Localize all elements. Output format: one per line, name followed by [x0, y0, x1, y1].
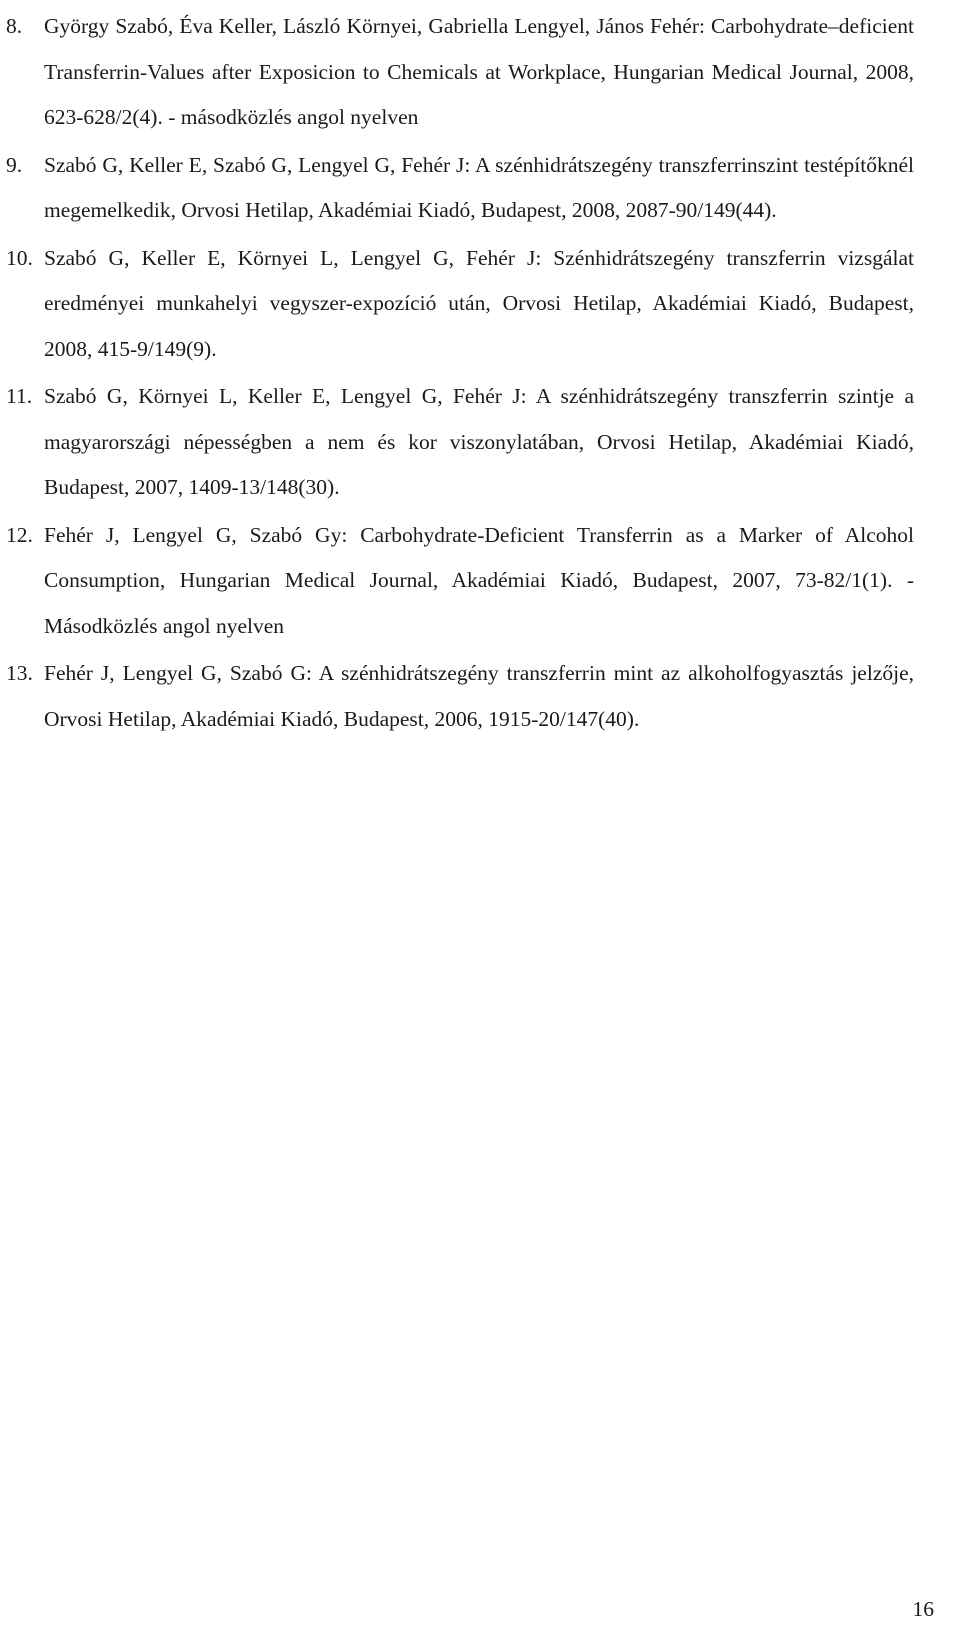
reference-item-9 — [6, 143, 914, 234]
reference-number: 10. — [6, 245, 33, 270]
reference-list — [6, 4, 914, 744]
reference-number: 9. — [6, 152, 23, 177]
reference-item-11 — [6, 374, 914, 511]
reference-text: Fehér J, Lengyel G, Szabó Gy: Carbohydrate-Deficient Transferrin as a Marker of Alcohol Consumption, Hungarian Medical Journal, Akadémiai Kiadó, Budapest, 2007, 73-82/1(1). - Másodközlés angol nyelven — [44, 522, 914, 638]
reference-text: Szabó G, Keller E, Szabó G, Lengyel G, Fehér J: A szénhidrátszegény transzferrinszint testépítőknél megemelkedik, Orvosi Hetilap, Akadémiai Kiadó, Budapest, 2008, 2087-90/149(44). — [44, 152, 914, 222]
reference-text: Fehér J, Lengyel G, Szabó G: A szénhidrátszegény transzferrin mint az alkoholfogyasztás jelzője, Orvosi Hetilap, Akadémiai Kiadó, Budapest, 2006, 1915-20/147(40). — [44, 661, 914, 731]
reference-item-13 — [6, 651, 914, 742]
reference-text: György Szabó, Éva Keller, László Környei, Gabriella Lengyel, János Fehér: Carbohydrate–deficient Transferrin-Values after Exposicion to Chemicals at Workplace, Hungarian Medical Journal, 2008, 623-628/2(4). - másodközlés angol nyelven — [44, 14, 914, 129]
page-number: 16 — [912, 1597, 934, 1621]
reference-number: 13. — [6, 661, 33, 685]
reference-text: Szabó G, Környei L, Keller E, Lengyel G, Fehér J: A szénhidrátszegény transzferrin szintje a magyarországi népességben a nem és kor viszonylatában, Orvosi Hetilap, Akadémiai Kiadó, Budapest, 2007, 1409-13/148(30). — [44, 384, 914, 499]
reference-item-10 — [6, 236, 914, 373]
reference-item-12 — [6, 513, 914, 650]
reference-number: 8. — [6, 14, 23, 38]
reference-number: 11. — [6, 384, 33, 408]
reference-item-8 — [6, 4, 914, 141]
reference-number: 12. — [6, 522, 33, 547]
reference-text: Szabó G, Keller E, Környei L, Lengyel G, Fehér J: Szénhidrátszegény transzferrin vizsgálat eredményei munkahelyi vegyszer-expozíció után, Orvosi Hetilap, Akadémiai Kiadó, Budapest, 2008, 415-9/149(9). — [44, 245, 914, 361]
